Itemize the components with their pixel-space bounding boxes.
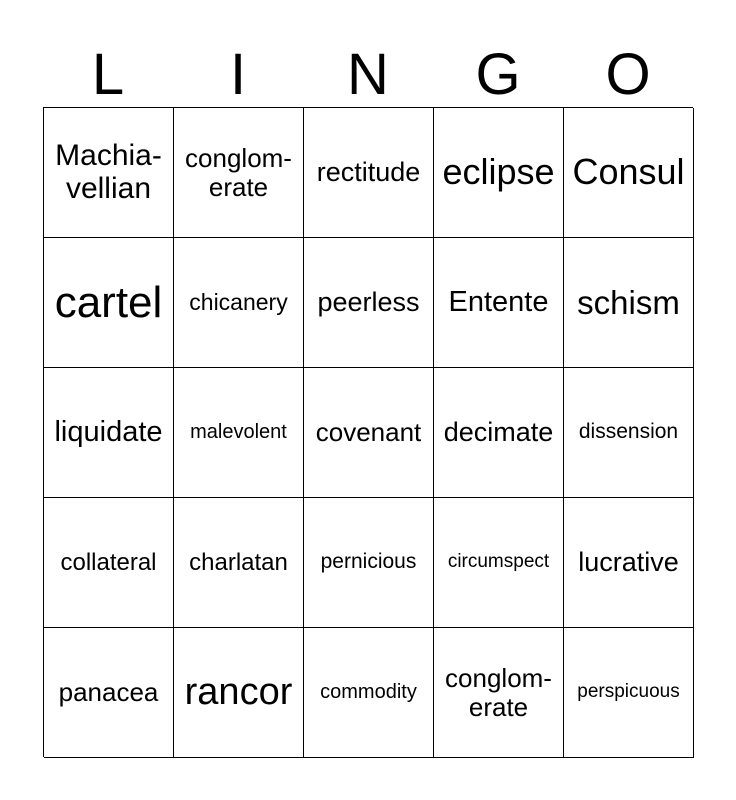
cell-word: perspicuous — [577, 681, 680, 703]
cell-word: circumspect — [447, 551, 550, 573]
board-cell[interactable] — [564, 108, 694, 238]
board-cell[interactable] — [434, 238, 564, 368]
board-cell[interactable] — [174, 108, 304, 238]
board-cell[interactable] — [44, 238, 174, 368]
cell-word: schism — [577, 283, 680, 321]
bingo-board — [43, 107, 693, 757]
cell-word: Machia- vellian — [55, 139, 162, 205]
board-cell[interactable] — [174, 238, 304, 368]
bingo-header — [43, 42, 693, 108]
board-cell[interactable] — [304, 238, 434, 368]
board-cell[interactable] — [434, 498, 564, 628]
cell-word: charlatan — [189, 548, 288, 576]
board-cell[interactable] — [564, 238, 694, 368]
cell-word: malevolent — [190, 420, 287, 443]
cell-word: liquidate — [54, 415, 163, 448]
board-cell[interactable] — [174, 368, 304, 498]
board-cell[interactable] — [564, 628, 694, 758]
board-cell[interactable] — [44, 108, 174, 238]
cell-word: rancor — [184, 670, 293, 713]
cell-word: chicanery — [189, 289, 288, 316]
board-cell[interactable] — [564, 498, 694, 628]
cell-word: collateral — [60, 548, 157, 576]
board-cell[interactable] — [304, 498, 434, 628]
board-cell[interactable] — [174, 498, 304, 628]
board-cell[interactable] — [434, 368, 564, 498]
cell-word: conglom- erate — [445, 663, 552, 722]
board-cell[interactable] — [304, 368, 434, 498]
header-letter-g: G — [475, 42, 521, 107]
board-cell[interactable] — [174, 628, 304, 758]
board-cell[interactable] — [304, 108, 434, 238]
board-cell[interactable] — [434, 628, 564, 758]
board-cell[interactable] — [304, 628, 434, 758]
board-cell[interactable] — [44, 628, 174, 758]
cell-word: panacea — [58, 677, 159, 708]
cell-word: eclipse — [442, 151, 555, 193]
header-letter-n: N — [347, 42, 389, 107]
cell-word: peerless — [317, 286, 420, 317]
header-letter-l: L — [91, 42, 125, 107]
cell-word: commodity — [320, 680, 417, 703]
cell-word: decimate — [443, 416, 554, 447]
cell-word: rectitude — [316, 156, 421, 187]
board-cell[interactable] — [44, 498, 174, 628]
header-letter-o: O — [605, 42, 651, 107]
cell-word: dissension — [578, 420, 679, 444]
cell-word: conglom- erate — [185, 143, 292, 202]
cell-word: cartel — [54, 277, 163, 327]
board-cell[interactable] — [44, 368, 174, 498]
cell-word: lucrative — [578, 546, 679, 577]
cell-word: Entente — [448, 285, 549, 318]
cell-word: covenant — [315, 417, 422, 448]
cell-word: Consul — [572, 151, 685, 193]
board-cell[interactable] — [434, 108, 564, 238]
cell-word: pernicious — [320, 550, 417, 574]
header-letter-i: I — [229, 42, 247, 107]
board-cell[interactable] — [564, 368, 694, 498]
